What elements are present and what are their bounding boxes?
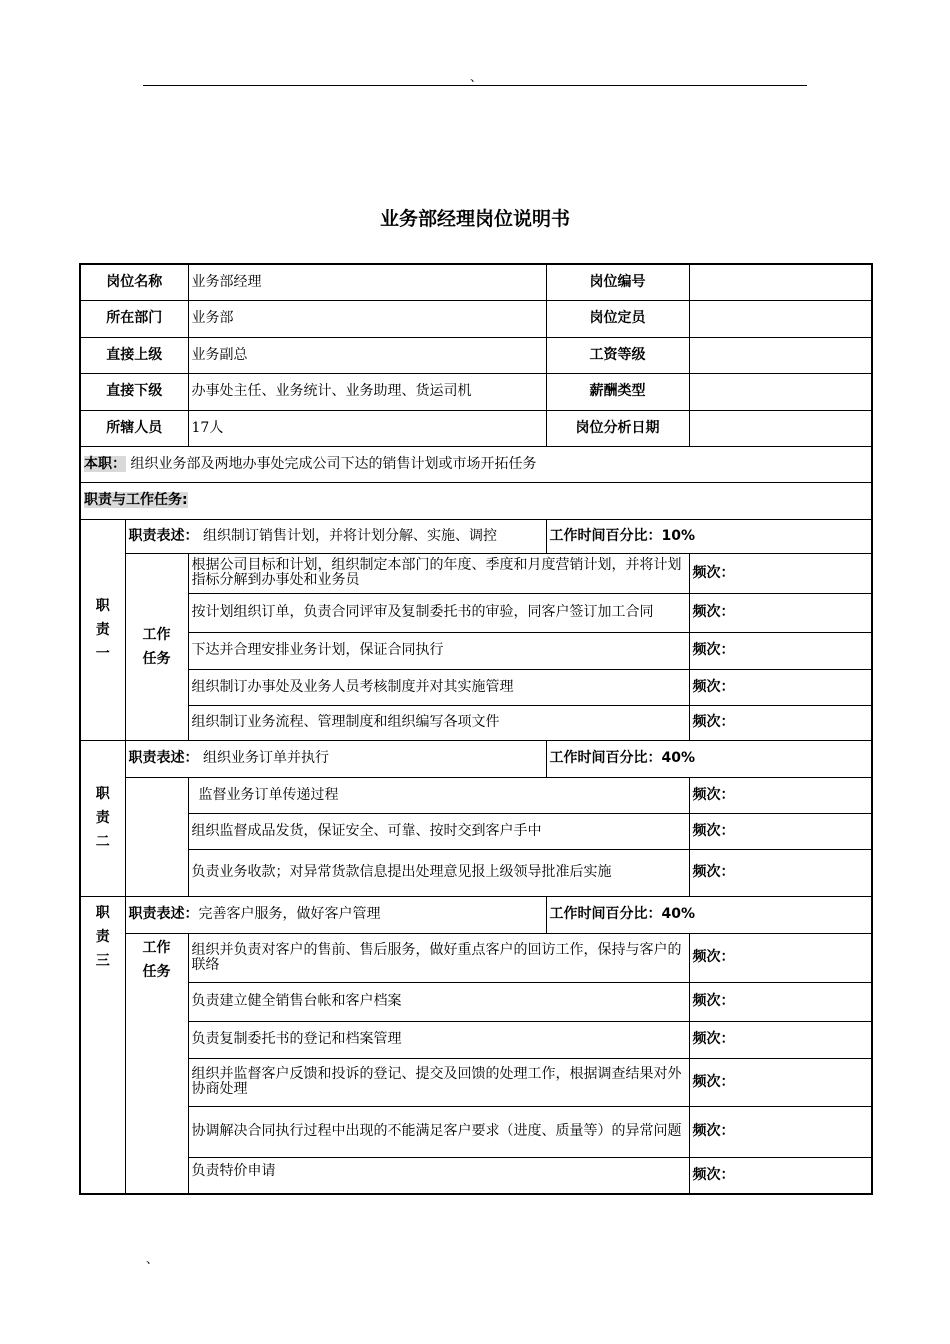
task-text: 组织并监督客户反馈和投诉的登记、提交及回馈的处理工作，根据调查结果对外协商处理 [188, 1058, 689, 1106]
page-title: 业务部经理岗位说明书 [379, 208, 570, 230]
info-value-2 [689, 373, 872, 410]
task-text: 组织制订业务流程、管理制度和组织编写各项文件 [188, 705, 689, 740]
info-value-2 [689, 300, 872, 337]
duty-desc-text: 组织制订销售计划，并将计划分解、实施、调控 [202, 527, 497, 544]
task-frequency: 频次： [689, 813, 872, 849]
main-duty-cell [80, 446, 872, 482]
task-row [80, 593, 872, 632]
duty-percent: 工作时间百分比：40% [546, 740, 872, 777]
duty-desc-label: 职责表述： [128, 906, 199, 922]
task-row [80, 705, 872, 740]
duty-desc-cell [125, 896, 546, 933]
info-value: 业务部 [188, 300, 546, 337]
duty-2-label: 职 责 二 [80, 740, 125, 896]
task-row [80, 1021, 872, 1058]
task-row [80, 813, 872, 849]
task-text: 按计划组织订单，负责合同评审及复制委托书的审验，同客户签订加工合同 [188, 593, 689, 632]
task-text: 组织监督成品发货，保证安全、可靠、按时交到客户手中 [188, 813, 689, 849]
duty-desc-cell [125, 519, 546, 553]
task-frequency: 频次： [689, 632, 872, 669]
task-row [80, 1106, 872, 1157]
job-description-table [79, 263, 873, 1195]
task-label-empty [125, 777, 188, 896]
info-label: 岗位名称 [80, 264, 188, 300]
info-row [80, 373, 872, 410]
task-row [80, 1157, 872, 1194]
duty-desc-row [80, 896, 872, 933]
duty-desc-label: 职责表述： [128, 750, 199, 766]
task-row [80, 849, 872, 896]
task-row [80, 982, 872, 1021]
info-row [80, 264, 872, 300]
task-row [80, 1058, 872, 1106]
task-frequency: 频次： [689, 705, 872, 740]
info-label: 直接上级 [80, 337, 188, 373]
task-frequency: 频次： [689, 593, 872, 632]
info-value-2 [689, 337, 872, 373]
duty-desc-label: 职责表述： [128, 527, 199, 544]
duty-percent: 工作时间百分比：40% [546, 896, 872, 933]
task-frequency: 频次： [689, 1058, 872, 1106]
duty-desc-row [80, 519, 872, 553]
duties-header-row [80, 482, 872, 519]
task-frequency: 频次： [689, 1021, 872, 1058]
header-mark: 、 [470, 70, 483, 84]
info-row [80, 337, 872, 373]
info-value: 业务部经理 [188, 264, 546, 300]
duty-3-label: 职 责 三 [80, 896, 125, 1194]
info-value: 17人 [188, 410, 546, 446]
info-label-2: 岗位编号 [546, 264, 689, 300]
info-label: 所辖人员 [80, 410, 188, 446]
task-text: 负责复制委托书的登记和档案管理 [188, 1021, 689, 1058]
info-row [80, 410, 872, 446]
task-frequency: 频次： [689, 933, 872, 982]
info-label-2: 岗位分析日期 [546, 410, 689, 446]
info-label: 直接下级 [80, 373, 188, 410]
task-label: 工作 任务 [125, 553, 188, 740]
duties-header-cell [80, 482, 872, 519]
task-text: 协调解决合同执行过程中出现的不能满足客户要求（进度、质量等）的异常问题 [188, 1106, 689, 1157]
info-label-2: 工资等级 [546, 337, 689, 373]
task-frequency: 频次： [689, 669, 872, 705]
info-value: 业务副总 [188, 337, 546, 373]
task-text: 根据公司目标和计划，组织制定本部门的年度、季度和月度营销计划，并将计划指标分解到办事处和业务员 [188, 553, 689, 593]
duty-percent: 工作时间百分比：10% [546, 519, 872, 553]
task-text: 监督业务订单传递过程 [188, 777, 689, 813]
duty-desc-text: 组织业务订单并执行 [202, 750, 329, 766]
task-frequency: 频次： [689, 982, 872, 1021]
task-label: 工作 任务 [125, 933, 188, 1194]
info-label: 所在部门 [80, 300, 188, 337]
task-row [80, 669, 872, 705]
task-row [80, 632, 872, 669]
info-value: 办事处主任、业务统计、业务助理、货运司机 [188, 373, 546, 410]
main-duty-label: 本职： [84, 455, 126, 472]
info-label-2: 岗位定员 [546, 300, 689, 337]
main-duty-row [80, 446, 872, 482]
task-text: 组织并负责对客户的售前、售后服务，做好重点客户的回访工作，保持与客户的联络 [188, 933, 689, 982]
task-text: 下达并合理安排业务计划，保证合同执行 [188, 632, 689, 669]
task-text: 负责建立健全销售台帐和客户档案 [188, 982, 689, 1021]
task-text: 负责业务收款；对异常货款信息提出处理意见报上级领导批准后实施 [188, 849, 689, 896]
task-text: 组织制订办事处及业务人员考核制度并对其实施管理 [188, 669, 689, 705]
task-frequency: 频次： [689, 553, 872, 593]
duty-desc-row [80, 740, 872, 777]
task-frequency: 频次： [689, 1106, 872, 1157]
task-frequency: 频次： [689, 1157, 872, 1194]
header-rule [143, 85, 807, 86]
duty-desc-text: 完善客户服务，做好客户管理 [198, 906, 381, 922]
duties-header: 职责与工作任务: [84, 492, 188, 508]
info-value-2 [689, 410, 872, 446]
task-frequency: 频次： [689, 777, 872, 813]
info-value-2 [689, 264, 872, 300]
task-frequency: 频次： [689, 849, 872, 896]
task-row [80, 777, 872, 813]
duty-desc-cell [125, 740, 546, 777]
footer-mark: 、 [146, 1252, 159, 1266]
duty-1-label: 职 责 一 [80, 519, 125, 740]
task-row [80, 933, 872, 982]
task-text: 负责特价申请 [188, 1157, 689, 1194]
info-label-2: 薪酬类型 [546, 373, 689, 410]
main-duty-text: 组织业务部及两地办事处完成公司下达的销售计划或市场开拓任务 [130, 455, 537, 472]
task-row [80, 553, 872, 593]
info-row [80, 300, 872, 337]
